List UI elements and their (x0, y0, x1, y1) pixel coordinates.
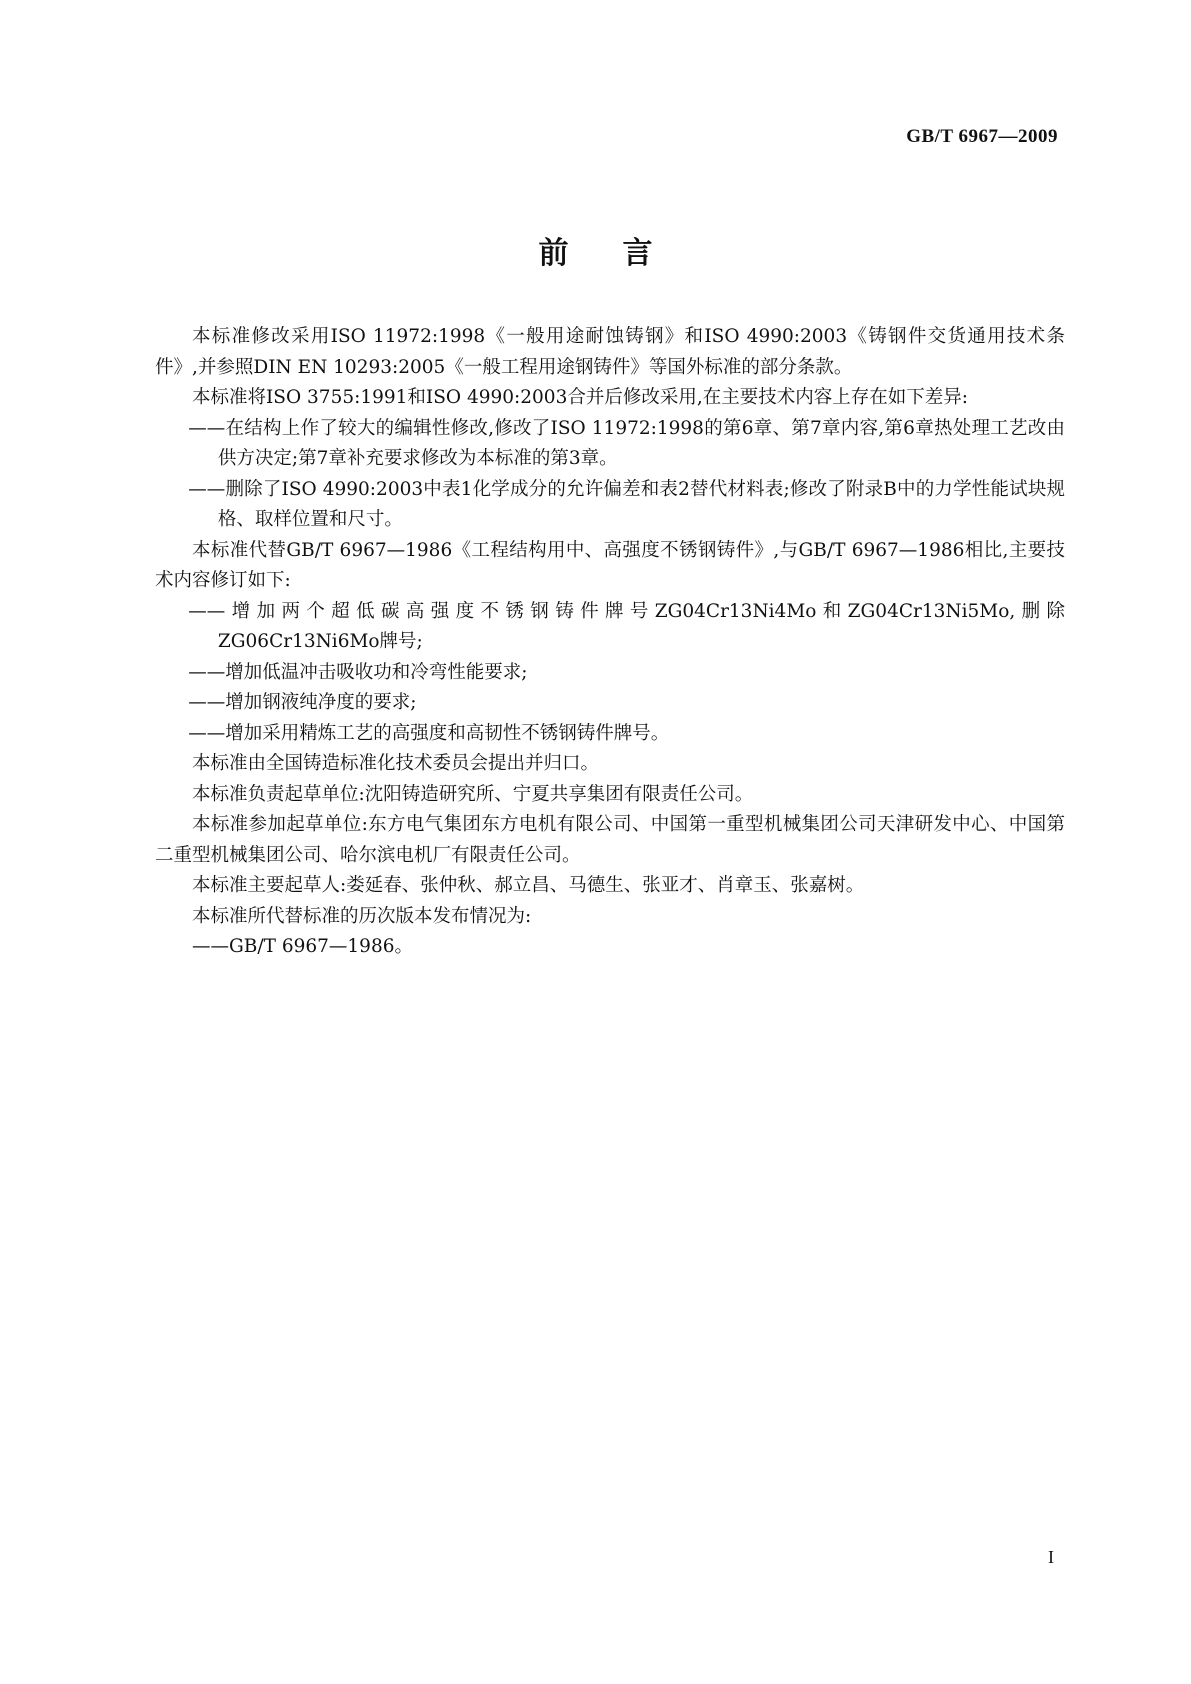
list-item-refining: ——增加采用精炼工艺的高强度和高韧性不锈钢铸件牌号。 (188, 722, 670, 744)
paragraph-participating-drafters: 本标准参加起草单位:东方电气集团东方电机有限公司、中国第一重型机械集团公司天津研发中心、中国第二重型机械集团公司、哈尔滨电机厂有限责任公司。 (155, 814, 1065, 866)
paragraph-history-intro: 本标准所代替标准的历次版本发布情况为: (192, 905, 532, 927)
list-item-purity: ——增加钢液纯净度的要求; (188, 692, 417, 713)
document-body (155, 322, 1065, 963)
paragraph-main-drafters: 本标准主要起草人:娄延春、张仲秋、郝立昌、马德生、张亚才、肖章玉、张嘉树。 (192, 875, 865, 896)
page-title: 前言 (538, 236, 707, 271)
list-item-previous-edition: ——GB/T 6967—1986。 (192, 936, 413, 957)
page-number: I (1048, 1547, 1054, 1567)
paragraph-lead-drafters: 本标准负责起草单位:沈阳铸造研究所、宁夏共享集团有限责任公司。 (192, 783, 754, 805)
list-item-structure-change: ——在结构上作了较大的编辑性修改,修改了ISO 11972:1998的第6章、第7章内容,第6章热处理工艺改由供方决定;第7章补充要求修改为本标准的第3章。 (188, 417, 1065, 469)
standard-code: GB/T 6967—2009 (906, 126, 1058, 147)
paragraph-replacement: 本标准代替GB/T 6967—1986《工程结构用中、高强度不锈钢铸件》,与GB/T 6967—1986相比,主要技术内容修订如下: (155, 539, 1065, 591)
paragraph-differences-intro: 本标准将ISO 3755:1991和ISO 4990:2003合并后修改采用,在主要技术内容上存在如下差异: (192, 387, 968, 408)
paragraph-committee: 本标准由全国铸造标准化技术委员会提出并归口。 (192, 753, 600, 774)
list-item-new-grades: ——增加两个超低碳高强度不锈钢铸件牌号ZG04Cr13Ni4Mo和ZG04Cr13Ni5Mo,删除ZG06Cr13Ni6Mo牌号; (188, 600, 1065, 652)
list-item-impact-bend: ——增加低温冲击吸收功和冷弯性能要求; (188, 661, 528, 683)
paragraph-adoption: 本标准修改采用ISO 11972:1998《一般用途耐蚀铸钢》和ISO 4990:2003《铸钢件交货通用技术条件》,并参照DIN EN 10293:2005《一般工程用途钢铸件》等国外标准的部分条款。 (155, 326, 1065, 378)
list-item-deleted-tables: ——删除了ISO 4990:2003中表1化学成分的允许偏差和表2替代材料表;修改了附录B中的力学性能试块规格、取样位置和尺寸。 (188, 478, 1065, 530)
